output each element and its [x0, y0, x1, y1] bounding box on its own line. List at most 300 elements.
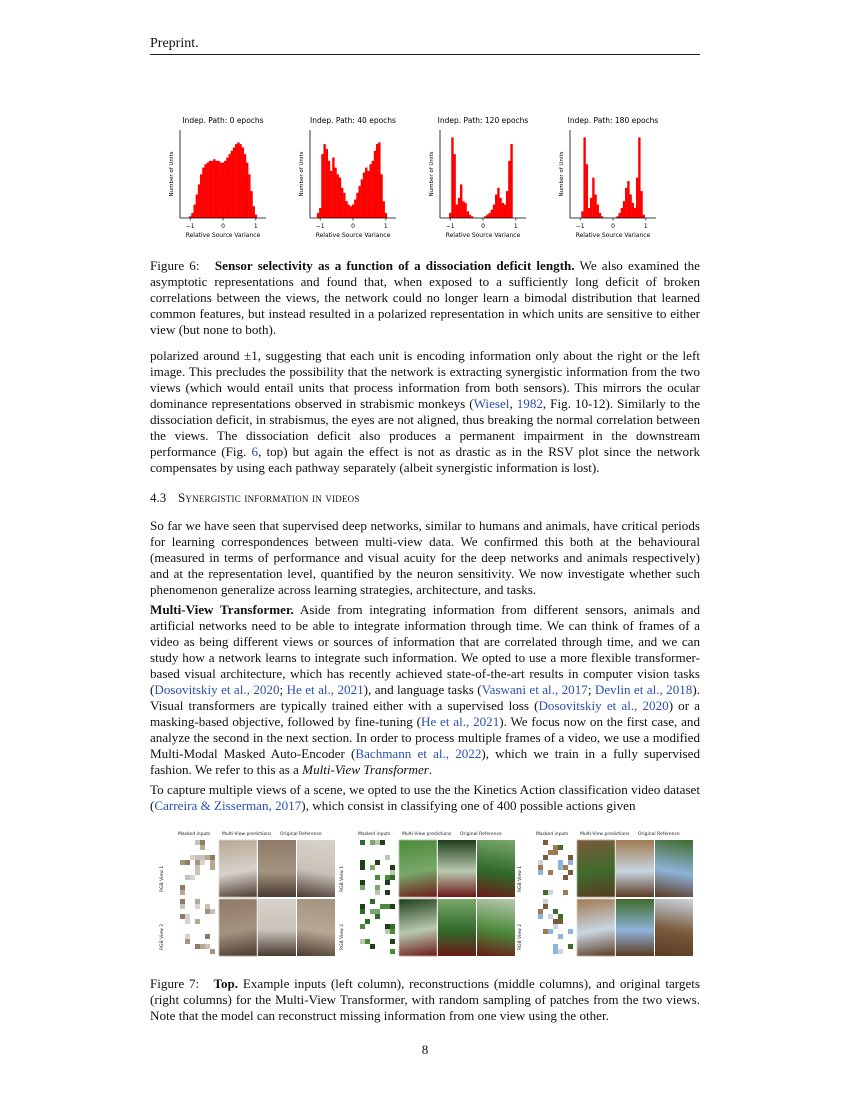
visible-patch — [390, 939, 395, 944]
histogram-bar — [250, 191, 252, 218]
histogram-bar — [341, 188, 343, 218]
histogram-bar — [343, 193, 345, 218]
original-reference-image — [477, 840, 515, 897]
column-header: Original Reference — [460, 832, 502, 837]
visible-patch — [568, 855, 573, 860]
histogram-bar — [204, 164, 206, 218]
visible-patch — [210, 855, 215, 860]
visible-patch — [370, 865, 375, 870]
paragraph-polarized — [150, 348, 700, 476]
histogram-bar — [369, 164, 371, 218]
visible-patch — [180, 890, 185, 895]
histogram-bar — [623, 201, 625, 218]
row-label: RGB View 1 — [160, 865, 165, 892]
visible-patch — [553, 949, 558, 954]
histogram-bar — [506, 191, 508, 218]
visible-patch — [375, 909, 380, 914]
histogram-bar — [486, 215, 488, 218]
histogram-bar — [597, 205, 599, 218]
paragraph-text: ; — [279, 682, 287, 697]
histogram-bar — [586, 164, 588, 218]
histogram-bar — [350, 206, 352, 218]
masked-input-image — [180, 840, 218, 897]
histogram-bar — [495, 194, 497, 218]
visible-patch — [385, 855, 390, 860]
paragraph-text: ). We focus now on the first case, and analyze the second in the next section. In order to process multiple frames of a video, we use a modified Multi-Modal Masked Auto-Encoder ( — [150, 714, 700, 761]
panel-title: Indep. Path: 120 epochs — [437, 116, 529, 125]
visible-patch — [390, 875, 395, 880]
panel-title: Indep. Path: 0 epochs — [182, 116, 264, 125]
column-header: Multi-View predictions — [222, 832, 272, 837]
histogram-bar — [497, 188, 499, 218]
x-tick-label: −1 — [185, 223, 195, 230]
original-reference-image — [655, 899, 693, 956]
histogram-bar — [209, 161, 211, 218]
visible-patch — [375, 885, 380, 890]
histogram-panel — [429, 116, 528, 239]
histogram-bar — [508, 161, 510, 218]
histogram-bar — [211, 161, 213, 218]
histogram-bar — [196, 194, 198, 218]
prediction-image — [438, 840, 476, 897]
visible-patch — [553, 944, 558, 949]
visible-patch — [210, 949, 215, 954]
visible-patch — [543, 904, 548, 909]
visible-patch — [380, 840, 385, 845]
paragraph-text: ), which we train in a fully supervised fashion. We refer to this as a — [150, 746, 701, 777]
visible-patch — [543, 840, 548, 845]
x-axis-label: Relative Source Variance — [445, 232, 521, 239]
histogram-bar — [237, 142, 239, 218]
visible-patch — [180, 904, 185, 909]
figure-6-caption-label: Figure 6: — [150, 258, 200, 273]
masked-input-image — [360, 899, 398, 956]
paragraph-text: ), and language tasks ( — [363, 682, 482, 697]
paragraph-text: . — [428, 762, 433, 777]
masked-input-image — [360, 840, 398, 897]
y-axis-label: Number of Units — [429, 151, 435, 197]
histogram-bar — [365, 168, 367, 218]
prediction-image — [616, 899, 654, 956]
paragraph-text: polarized around ±1, suggesting that each unit is encoding information only about the right or the left image. This precludes the possibility that the network is extracting synergistic information from the two views (which would entail units that process information from both sensors). This mirrors the ocular dominance representations observed in strabismic monkeys ( — [150, 348, 700, 411]
histogram-bar — [213, 159, 215, 218]
visible-patch — [553, 850, 558, 855]
visible-patch — [205, 934, 210, 939]
paragraph-kinetics — [150, 782, 700, 814]
row-label: RGB View 2 — [518, 923, 523, 950]
original-reference-image — [655, 840, 693, 897]
histogram-bar — [467, 211, 469, 218]
visible-patch — [205, 944, 210, 949]
histogram-bar — [456, 205, 458, 218]
histogram-bar — [356, 193, 358, 218]
x-tick-label: 1 — [513, 223, 518, 230]
histogram-bar — [361, 179, 363, 218]
visible-patch — [185, 939, 190, 944]
visible-patch — [360, 939, 365, 944]
visible-patch — [205, 904, 210, 909]
histogram-bar — [449, 213, 451, 218]
histogram-bar — [643, 215, 645, 218]
histogram-bar — [502, 203, 504, 218]
histogram-bar — [358, 186, 360, 218]
section-title: Synergistic information in videos — [178, 490, 360, 505]
visible-patch — [568, 860, 573, 865]
histogram-bar — [253, 206, 255, 218]
histogram-bar — [328, 161, 330, 218]
visible-patch — [375, 875, 380, 880]
histogram-bar — [334, 168, 336, 218]
histogram-bar — [590, 198, 592, 218]
histogram-bar — [317, 213, 319, 218]
visible-patch — [185, 860, 190, 865]
histogram-bar — [383, 201, 385, 218]
histogram-bar — [378, 142, 380, 218]
running-head: Preprint. — [150, 36, 199, 51]
histogram-bar — [191, 213, 193, 218]
visible-patch — [360, 865, 365, 870]
paragraph-intro — [150, 518, 700, 598]
histogram-bar — [207, 163, 209, 218]
visible-patch — [195, 899, 200, 904]
prediction-image — [577, 899, 615, 956]
histogram-bar — [215, 161, 217, 218]
figure-7-example-3 — [518, 832, 694, 958]
visible-patch — [390, 904, 395, 909]
histogram-bar — [592, 178, 594, 218]
column-header: Masked inputs — [358, 832, 391, 837]
histogram-panel — [169, 116, 266, 239]
masked-input-image — [538, 840, 576, 897]
row-label: RGB View 1 — [340, 865, 345, 892]
citation-link[interactable]: Devlin et al., 2018 — [594, 682, 693, 697]
visible-patch — [563, 875, 568, 880]
histogram-bar — [367, 171, 369, 218]
paragraph-text: ; — [587, 682, 595, 697]
visible-patch — [195, 919, 200, 924]
histogram-bar — [583, 137, 585, 218]
visible-patch — [185, 934, 190, 939]
column-header: Masked inputs — [178, 832, 211, 837]
citation-link[interactable]: 1982 — [516, 396, 543, 411]
column-header: Masked inputs — [536, 832, 569, 837]
prediction-image — [438, 899, 476, 956]
y-axis-label: Number of Units — [169, 151, 175, 197]
visible-patch — [558, 845, 563, 850]
histogram-bar — [493, 205, 495, 218]
histogram-bar — [200, 174, 202, 218]
x-tick-label: 0 — [221, 223, 225, 230]
visible-patch — [385, 880, 390, 885]
visible-patch — [558, 949, 563, 954]
paragraph-text: Aside from integrating information from different sensors, animals and artificial networks need to be able to integrate information through time. We can think of frames of a video as being different views or sources of information that are correlated through time, and we can study how a network learns to integrate such information. We opted to use a more flexible transformer-based visual architecture, which has recently achieved state-of-the-art results in computer vision tasks ( — [150, 602, 700, 697]
histogram-bar — [618, 213, 620, 218]
column-header: Multi-View predictions — [402, 832, 452, 837]
visible-patch — [195, 870, 200, 875]
histogram-bar — [202, 168, 204, 218]
citation-link[interactable]: Wiesel — [473, 396, 510, 411]
visible-patch — [385, 929, 390, 934]
visible-patch — [538, 914, 543, 919]
histogram-bar — [231, 151, 233, 218]
figure-6-histograms — [150, 112, 700, 242]
visible-patch — [375, 840, 380, 845]
visible-patch — [195, 904, 200, 909]
histogram-bar — [621, 208, 623, 218]
visible-patch — [210, 909, 215, 914]
citation-link[interactable]: Carreira & Zisserman, 2017 — [154, 798, 302, 813]
visible-patch — [563, 890, 568, 895]
visible-patch — [360, 909, 365, 914]
histogram-bar — [319, 208, 321, 218]
histogram-bar — [226, 158, 228, 218]
histogram-bar — [255, 215, 257, 218]
visible-patch — [390, 929, 395, 934]
prediction-image — [399, 840, 437, 897]
section-number: 4.3 — [150, 490, 167, 505]
x-tick-label: 1 — [643, 223, 648, 230]
y-axis-label: Number of Units — [559, 151, 565, 197]
x-tick-label: 0 — [351, 223, 355, 230]
paragraph-text: , Fig. 10-12). Similarly to the dissociation deficit, in strabismus, the eyes are not aligned, thus breaking the normal correlation between the views. The dissociation deficit also produces a permanent impairment in the downstream performance (Fig. — [150, 396, 701, 459]
histogram-bar — [244, 154, 246, 218]
visible-patch — [553, 924, 558, 929]
visible-patch — [360, 924, 365, 929]
histogram-bar — [469, 215, 471, 218]
histogram-bar — [246, 163, 248, 218]
citation-link[interactable]: Bachmann et al., 2022 — [355, 746, 482, 761]
visible-patch — [558, 919, 563, 924]
x-tick-label: 0 — [481, 223, 485, 230]
original-reference-image — [297, 899, 335, 956]
histogram-bar — [330, 171, 332, 218]
x-axis-label: Relative Source Variance — [315, 232, 391, 239]
histogram-bar — [224, 161, 226, 218]
x-tick-label: 0 — [611, 223, 615, 230]
visible-patch — [185, 919, 190, 924]
prediction-image — [399, 899, 437, 956]
histogram-bar — [380, 174, 382, 218]
visible-patch — [543, 929, 548, 934]
histogram-bar — [345, 201, 347, 218]
histogram-bar — [332, 158, 334, 218]
histogram-bar — [376, 144, 378, 218]
visible-patch — [360, 840, 365, 845]
histogram-bar — [629, 194, 631, 218]
visible-patch — [185, 914, 190, 919]
paragraph-emphasis: Multi-View Transformer — [302, 762, 429, 777]
paragraph-run-in-heading: Multi-View Transformer. — [150, 602, 294, 617]
visible-patch — [210, 865, 215, 870]
visible-patch — [385, 890, 390, 895]
x-tick-label: 1 — [383, 223, 388, 230]
histogram-panel — [299, 116, 396, 239]
visible-patch — [200, 845, 205, 850]
histogram-bar — [510, 144, 512, 218]
histogram-bar — [323, 144, 325, 218]
visible-patch — [548, 929, 553, 934]
histogram-bar — [239, 144, 241, 218]
visible-patch — [553, 909, 558, 914]
histogram-bar — [242, 147, 244, 218]
section-heading — [150, 490, 360, 506]
visible-patch — [195, 840, 200, 845]
figure-7-caption-label: Figure 7: — [150, 976, 200, 991]
visible-patch — [195, 865, 200, 870]
prediction-image — [258, 899, 296, 956]
histogram-bar — [599, 213, 601, 218]
figure-7-caption-title: Top. — [213, 976, 239, 991]
prediction-image — [616, 840, 654, 897]
visible-patch — [548, 890, 553, 895]
histogram-bar — [326, 149, 328, 218]
histogram-bar — [453, 154, 455, 218]
citation-link[interactable]: Dosovitskiy et al., 2020 — [154, 682, 280, 697]
y-axis-label: Number of Units — [299, 151, 305, 197]
histogram-bar — [636, 178, 638, 218]
figure-7-caption — [150, 976, 700, 1024]
histogram-bar — [374, 151, 376, 218]
histogram-bar — [632, 203, 634, 218]
prediction-image — [577, 840, 615, 897]
figure-7-example-1 — [160, 832, 336, 958]
visible-patch — [200, 860, 205, 865]
x-tick-label: −1 — [445, 223, 455, 230]
histogram-bar — [594, 194, 596, 218]
visible-patch — [568, 929, 573, 934]
histogram-bar — [499, 198, 501, 218]
masked-input-image — [538, 899, 576, 956]
histogram-bar — [625, 188, 627, 218]
prediction-image — [219, 840, 257, 897]
histogram-bar — [464, 203, 466, 218]
visible-patch — [375, 860, 380, 865]
visible-patch — [548, 870, 553, 875]
histogram-bar — [372, 161, 374, 218]
column-header: Original Reference — [638, 832, 680, 837]
figure-ref-link[interactable]: 6 — [251, 444, 259, 459]
row-label: RGB View 2 — [160, 923, 165, 950]
histogram-bar — [339, 178, 341, 218]
histogram-bar — [451, 137, 453, 218]
citation-link[interactable]: He et al., 2021 — [420, 714, 500, 729]
histogram-bar — [462, 201, 464, 218]
visible-patch — [375, 914, 380, 919]
visible-patch — [195, 860, 200, 865]
histogram-bar — [337, 174, 339, 218]
original-reference-image — [477, 899, 515, 956]
visible-patch — [568, 870, 573, 875]
histogram-panel — [559, 116, 658, 239]
header-rule — [150, 54, 700, 55]
prediction-image — [258, 840, 296, 897]
visible-patch — [538, 870, 543, 875]
histogram-bar — [458, 198, 460, 218]
row-label: RGB View 1 — [518, 865, 523, 892]
row-label: RGB View 2 — [340, 923, 345, 950]
histogram-bar — [348, 205, 350, 218]
histogram-bar — [634, 208, 636, 218]
visible-patch — [370, 899, 375, 904]
paragraph-text: , — [509, 396, 517, 411]
visible-patch — [563, 865, 568, 870]
histogram-bar — [460, 184, 462, 218]
x-tick-label: −1 — [575, 223, 585, 230]
visible-patch — [558, 865, 563, 870]
histogram-bar — [233, 147, 235, 218]
citation-link[interactable]: Dosovitskiy et al., 2020 — [538, 698, 669, 713]
page-number: 8 — [421, 1042, 429, 1057]
histogram-bar — [363, 173, 365, 218]
x-tick-label: 1 — [253, 223, 258, 230]
visible-patch — [558, 934, 563, 939]
citation-link[interactable]: Vaswani et al., 2017 — [481, 682, 588, 697]
paragraph-multi-view-transformer — [150, 602, 700, 778]
visible-patch — [375, 890, 380, 895]
histogram-bar — [218, 161, 220, 218]
histogram-bar — [222, 163, 224, 218]
paragraph-text: , top) but again the effect is not as drastic as in the RSV plot since the network compensates by using each pathway separately (albeit synergistic information is lost). — [150, 444, 700, 475]
panel-title: Indep. Path: 40 epochs — [310, 116, 396, 125]
visible-patch — [568, 944, 573, 949]
citation-link[interactable]: He et al., 2021 — [286, 682, 364, 697]
histogram-bar — [627, 181, 629, 218]
visible-patch — [543, 855, 548, 860]
original-reference-image — [297, 840, 335, 897]
column-header: Original Reference — [280, 832, 322, 837]
panel-title: Indep. Path: 180 epochs — [567, 116, 659, 125]
paragraph-text: So far we have seen that supervised deep networks, similar to humans and animals, have critical periods for learning correspondences between multi-view data. We confirmed this both at the behavioural (measured in terms of performance and visual acuity for the deep networks and animals respectively) and at the representation level, quantified by the neuron sensitivity. We now investigate whether such phenomenon generalize across learning strategies, architecture, and tasks. — [150, 518, 700, 597]
visible-patch — [390, 949, 395, 954]
paragraph-text: ), which consist in classifying one of 400 possible actions given — [301, 798, 636, 813]
x-tick-label: −1 — [315, 223, 325, 230]
figure-6-caption-title: Sensor selectivity as a function of a dissociation deficit length. — [214, 258, 575, 273]
histogram-bar — [588, 208, 590, 218]
paragraph-text: To capture multiple views of a scene, we opted to use the the Kinetics Action classification video dataset ( — [150, 782, 700, 813]
histogram-bar — [581, 211, 583, 218]
histogram-bar — [488, 213, 490, 218]
masked-input-image — [180, 899, 218, 956]
histogram-bar — [228, 154, 230, 218]
histogram-bar — [198, 184, 200, 218]
figure-6-caption — [150, 258, 700, 338]
histogram-bar — [385, 213, 387, 218]
histogram-bar — [235, 144, 237, 218]
paragraph-text: ). Visual transformers are typically trained either with a supervised loss ( — [150, 682, 700, 713]
histogram-bar — [504, 205, 506, 218]
column-header: Multi-View predictions — [580, 832, 630, 837]
prediction-image — [219, 899, 257, 956]
figure-6-caption-text: We also examined the asymptotic representations and found that, when exposed to a sufficiently long deficit of broken correlations between the views, the network could no longer learn a bimodal distribution that learned common features, but instead resulted in a polarized representation in which units are sensitive to either view (but none to both). — [150, 258, 700, 337]
histogram-bar — [248, 174, 250, 218]
histogram-bar — [220, 163, 222, 218]
visible-patch — [360, 885, 365, 890]
x-axis-label: Relative Source Variance — [575, 232, 651, 239]
visible-patch — [370, 944, 375, 949]
x-axis-label: Relative Source Variance — [185, 232, 261, 239]
histogram-bar — [354, 200, 356, 218]
figure-7-caption-text: Example inputs (left column), reconstructions (middle columns), and original targets (right columns) for the Multi-View Transformer, with random sampling of patches from the two views. Note that the model can reconstruct missing information from one view using the other. — [150, 976, 700, 1023]
histogram-bar — [638, 137, 640, 218]
histogram-bar — [321, 154, 323, 218]
histogram-bar — [352, 205, 354, 218]
histogram-bar — [491, 210, 493, 218]
paragraph-text: ) or a masking-based objective, followed by fine-tuning ( — [150, 698, 700, 729]
visible-patch — [365, 919, 370, 924]
histogram-bar — [640, 191, 642, 218]
histogram-bar — [193, 205, 195, 218]
visible-patch — [190, 875, 195, 880]
